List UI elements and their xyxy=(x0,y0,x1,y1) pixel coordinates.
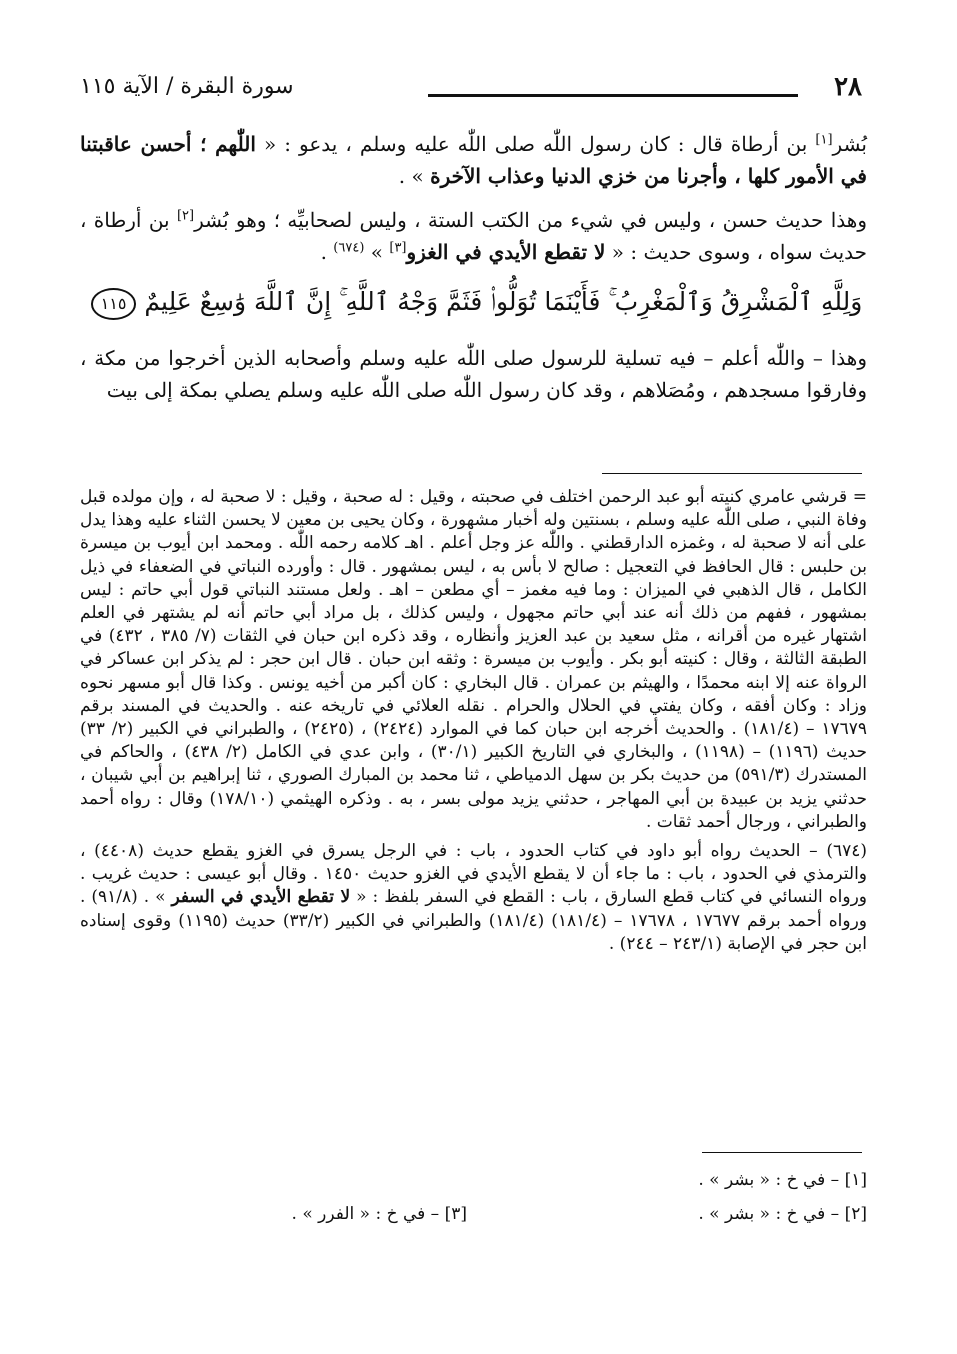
text-run: » . xyxy=(398,164,431,188)
footnote-ref-674: (٦٧٤) xyxy=(333,240,365,256)
text-run: بن أرطاة قال : كان رسول اللّٰه صلى اللّٰه عليه وسلم ، يدعو : « xyxy=(255,132,816,156)
editor-ref-3: [٣] xyxy=(389,240,407,256)
editor-notes-separator xyxy=(702,1152,862,1153)
editor-notes xyxy=(80,1170,867,1250)
page-number: ٢٨ xyxy=(834,72,862,102)
text-run: » xyxy=(364,240,390,264)
editor-ref-1: [١] xyxy=(815,132,833,148)
text-run: وهذا حديث حسن ، وليس في شيء من الكتب الستة ، وليس لصحابيِّه ؛ وهو بُشر xyxy=(194,208,867,232)
verse-text: وَلِلَّهِ ٱلْمَشْرِقُ وَٱلْمَغْرِبُ ۚ فَأَيْنَمَا تُوَلُّوا۟ فَثَمَّ وَجْهُ ٱللَّهِ ۚ إِنَّ ٱللَّهَ وَٰسِعٌ عَلِيمٌ xyxy=(144,287,863,316)
text-run: بُشر xyxy=(832,132,867,156)
paragraph-3: وهذا – واللّٰه أعلم – فيه تسلية للرسول صلى اللّٰه عليه وسلم وأصحابه الذين أخرجوا من مكة ، وفارقوا مسجدهم ، ومُصَلاهم ، وقد كان رسول اللّٰه صلى اللّٰه عليه وسلم يصلي بمكة إلى بيت xyxy=(80,346,867,402)
text-run: » . (٩١/٨) . ورواه أحمد برقم ١٧٦٧٧ ، ١٧٦٧٨ – (١٨١/٤) (١٨١/٤) والطبراني في الكبير (٣٣/٢) حديث (١١٩٥) وقوى إسناده ابن حجر في الإصابة (٢٤٣/١ – ٢٤٤) . xyxy=(80,887,867,954)
footnotes xyxy=(80,486,867,962)
hadith-quote: اللّٰهم ؛ أحسن عاقبتنا في الأمور كلها ، وأجرنا من خزي الدنيا وعذاب الآخرة xyxy=(80,132,867,188)
quran-verse xyxy=(80,282,867,322)
editor-note-3: [٣] – في خ : « الفرر » . xyxy=(291,1204,467,1224)
ayah-number-icon: ١١٥ xyxy=(91,288,137,320)
paragraph-1 xyxy=(80,128,867,192)
editor-ref-2: [٢] xyxy=(176,208,195,224)
hadith-quote: لا تقطع الأيدي في السفر xyxy=(171,887,351,908)
hadith-quote: لا تقطع الأيدي في الغزو xyxy=(406,240,606,264)
footnote-continued: = قرشي عامري كنيته أبو عبد الرحمن اختلف في صحبته ، وقيل : له صحبة ، وقيل : لا صحبة له ، وإن مولده قبل وفاة النبي ، صلى اللّٰه عليه وسلم ، بسنتين وله أخبار مشهورة ، وكان يحيى بن معين لا يحسن الثناء عليه وهذا يدل على أنه لا صحبة له ، وغمزه الدارقطني . واللّٰه عز وجل أعلم . اهـ كلامه رحمه اللّٰه . ومحمد ابن أيوب بن ميسرة بن حلبس : قال الحافظ في التعجيل : صالح لا بأس به ، ليس بمشهور . قال : وأورده النباتي في الضعفاء في ذيل الكامل ، قال الذهبي في الميزان : وما فيه مغمز – أي مطعن – اهـ . ولعل مستند النباتي قول أبي حاتم : ليس بمشهور ، ففهم من ذلك أنه عند أبي حاتم مجهول ، وليس كذلك ، بل مراد أبي حاتم أنه لم يشتهر في العلم اشتهار غيره من أقرانه ، مثل سعيد بن عبد العزيز وأنظاره ، وقد ذكره ابن حبان في الثقات (٧/ ٣٨٥ ، ٤٣٢) في الطبقة الثالثة ، وقال : كنيته أبو بكر . وأيوب بن ميسرة : وثقه ابن حبان . قال ابن حجر : لم يذكر ابن عساكر في الرواة عنه إلا ابنه محمدًا ، والهيثم بن عمران . قال البخاري : كان أكبر من أخيه يونس . وكذا قال أبو مسهر نحوه وزاد : وكان أفقه ، وكان يفتي في الحلال والحرام . نقله العلائي في تاريخه عنه . والحديث في المسند برقم ١٧٦٧٩ – (١٨١/٤) . والحديث أخرجه ابن حبان كما في الموارد (٢٤٢٤) ، (٢٤٢٥) ، والطبراني في الكبير (٢/ ٣٣) حديث (١١٩٦) – (١١٩٨) ، والبخاري في التاريخ الكبير (٣٠/١) ، وابن عدي في الكامل (٢/ ٤٣٨) ، والحاكم في المستدرك (٥٩١/٣) من حديث بكر بن سهل الدمياطي ، ثنا محمد بن المبارك الصوري ، ثنا إبراهيم بن أبي شيبان ، حدثني يزيد بن عبيدة بن أبي المهاجر ، حدثني يزيد مولى بسر ، به . وذكره الهيثمي (١٧٨/١٠) وقال : رواه أحمد والطبراني ، ورجال أحمد ثقات . xyxy=(80,487,868,832)
text-run: (٦٧٤) – الحديث رواه أبو داود في كتاب الحدود ، باب : في الرجل يسرق في الغزو يقطع حديث (٤٤٠٨) ، والترمذي في الحدود ، باب : ما جاء أن لا يقطع الأيدي في الغزو حديث ١٤٥٠ . وقال أبو عيسى : حديث غريب . ورواه النسائي في كتاب قطع السارق ، باب : القطع في السفر بلفظ : « xyxy=(80,841,868,908)
paragraph-2 xyxy=(80,204,867,268)
text-run: . xyxy=(320,240,334,264)
text-run: بن أرطاة ، حديث سواه ، وسوى حديث : « xyxy=(80,208,867,264)
editor-note-2: [٢] – في خ : « بشر » . xyxy=(698,1204,867,1224)
header-rule xyxy=(428,94,798,97)
main-text xyxy=(80,128,867,418)
page-header xyxy=(80,70,862,110)
running-title: سورة البقرة / الآية ١١٥ xyxy=(80,74,294,99)
footnote-separator xyxy=(602,473,862,474)
editor-note-1: [١] – في خ : « بشر » . xyxy=(698,1170,867,1190)
footnote-674 xyxy=(80,840,867,956)
